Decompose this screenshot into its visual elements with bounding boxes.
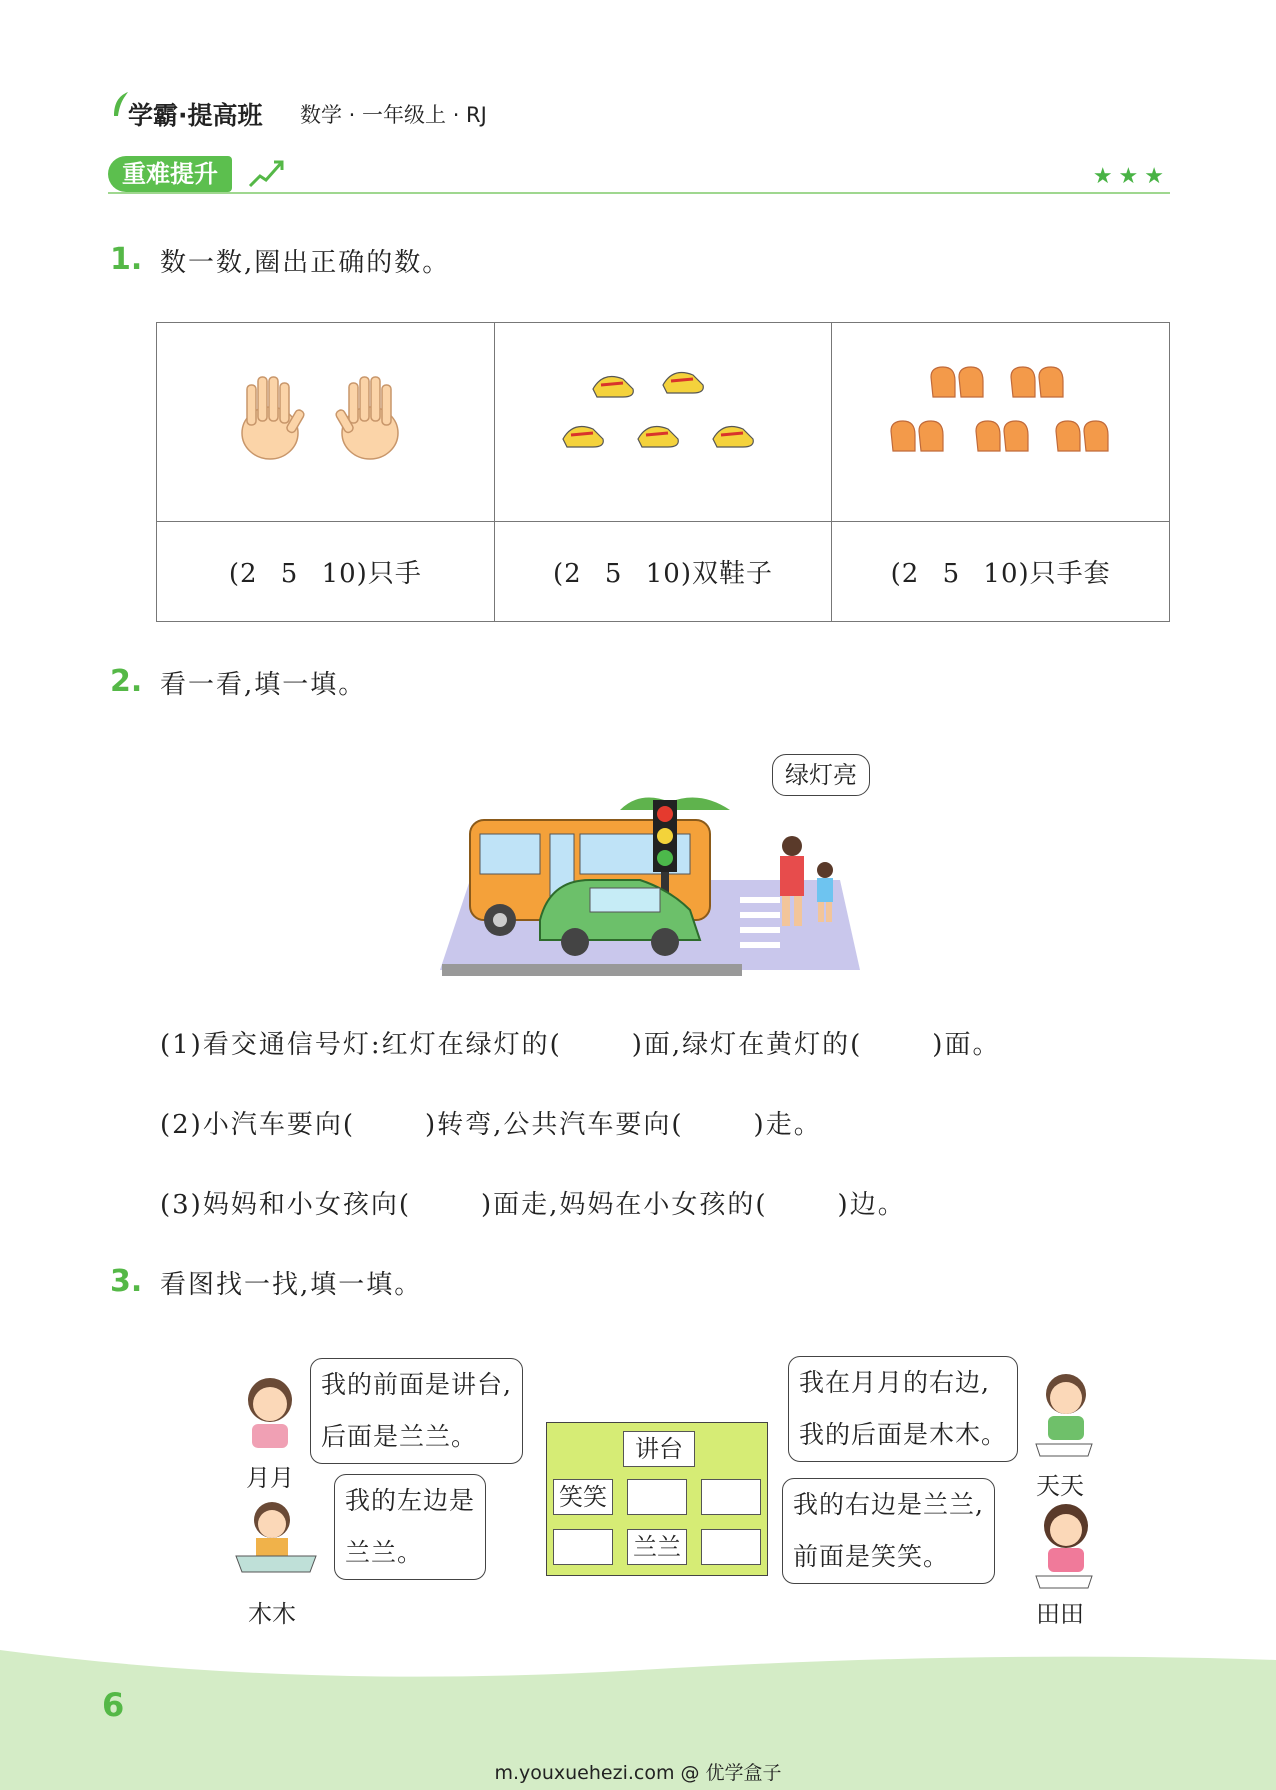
page-number: 6 bbox=[102, 1686, 125, 1724]
kid-name-tiantian2: 田田 bbox=[1036, 1600, 1084, 1628]
mittens-unit: 只手套 bbox=[1029, 559, 1111, 589]
mittens-icon bbox=[881, 359, 1121, 479]
q1-prompt: 数一数,圈出正确的数。 bbox=[160, 248, 451, 278]
classroom-seat-board bbox=[546, 1422, 768, 1576]
hands-icon bbox=[225, 369, 425, 469]
section-tab: 重难提升 bbox=[108, 156, 232, 192]
kid-name-yueyue: 月月 bbox=[246, 1464, 294, 1492]
hands-option-cell: (2 5 10)只手 bbox=[157, 522, 495, 622]
podium-cell: 讲台 bbox=[623, 1431, 695, 1467]
shoes-unit: 双鞋子 bbox=[691, 559, 773, 589]
q2-item-3: (3)妈妈和小女孩向( )面走,妈妈在小女孩的( )边。 bbox=[160, 1190, 906, 1220]
speech-bubble-green-light: 绿灯亮 bbox=[772, 754, 870, 796]
shoes-icon bbox=[553, 359, 773, 479]
seat-row2-col1[interactable] bbox=[553, 1529, 613, 1565]
mumu-avatar bbox=[232, 1498, 322, 1578]
difficulty-stars: ★★★ bbox=[1092, 164, 1170, 189]
mittens-option-cell: (2 5 10)只手套 bbox=[832, 522, 1170, 622]
footer-url[interactable]: m.youxuehezi.com @ 优学盒子 bbox=[494, 1762, 782, 1784]
q2-item-2: (2)小汽车要向( )转弯,公共汽车要向( )走。 bbox=[160, 1110, 822, 1140]
q2-item-1: (1)看交通信号灯:红灯在绿灯的( )面,绿灯在黄灯的( )面。 bbox=[160, 1030, 1001, 1060]
shoes-picture-cell bbox=[494, 323, 832, 522]
shoes-options[interactable]: 2 5 10 bbox=[564, 559, 681, 589]
kid-name-mumu: 木木 bbox=[248, 1600, 296, 1628]
hands-unit: 只手 bbox=[367, 559, 422, 589]
header-divider bbox=[108, 192, 1170, 194]
seat-row2-col3[interactable] bbox=[701, 1529, 761, 1565]
hands-options[interactable]: 2 5 10 bbox=[239, 559, 357, 589]
seat-row1-col1[interactable]: 笑笑 bbox=[553, 1479, 613, 1515]
seat-row2-col2[interactable]: 兰兰 bbox=[627, 1529, 687, 1565]
kid-name-tiantian: 天天 bbox=[1036, 1472, 1084, 1500]
tiantian2-avatar bbox=[1032, 1500, 1098, 1592]
trend-arrow-icon bbox=[248, 156, 288, 190]
mittens-options[interactable]: 2 5 10 bbox=[901, 559, 1019, 589]
q2-number: 2. bbox=[110, 664, 143, 699]
q2-prompt: 看一看,填一填。 bbox=[160, 670, 367, 700]
shoes-option-cell: (2 5 10)双鞋子 bbox=[494, 522, 832, 622]
speech-bubble-tiantian: 我在月月的右边, 我的后面是木木。 bbox=[788, 1356, 1018, 1462]
mittens-picture-cell bbox=[832, 323, 1170, 522]
q3-prompt: 看图找一找,填一填。 bbox=[160, 1270, 423, 1300]
tiantian-avatar bbox=[1032, 1370, 1098, 1460]
subject-label: 数学 · 一年级上 · RJ bbox=[300, 103, 487, 127]
brand-title: 学霸·提高班 bbox=[128, 101, 263, 130]
speech-bubble-tiantian2: 我的右边是兰兰, 前面是笑笑。 bbox=[782, 1478, 995, 1584]
speech-bubble-yueyue: 我的前面是讲台, 后面是兰兰。 bbox=[310, 1358, 523, 1464]
hands-picture-cell bbox=[157, 323, 495, 522]
seat-row1-col3[interactable] bbox=[701, 1479, 761, 1515]
seat-row1-col2[interactable] bbox=[627, 1479, 687, 1515]
brand-leaf-icon bbox=[110, 90, 130, 118]
count-table bbox=[156, 322, 1170, 622]
speech-bubble-mumu: 我的左边是 兰兰。 bbox=[334, 1474, 486, 1580]
q1-number: 1. bbox=[110, 242, 143, 277]
yueyue-avatar bbox=[238, 1374, 302, 1454]
q3-number: 3. bbox=[110, 1264, 143, 1299]
